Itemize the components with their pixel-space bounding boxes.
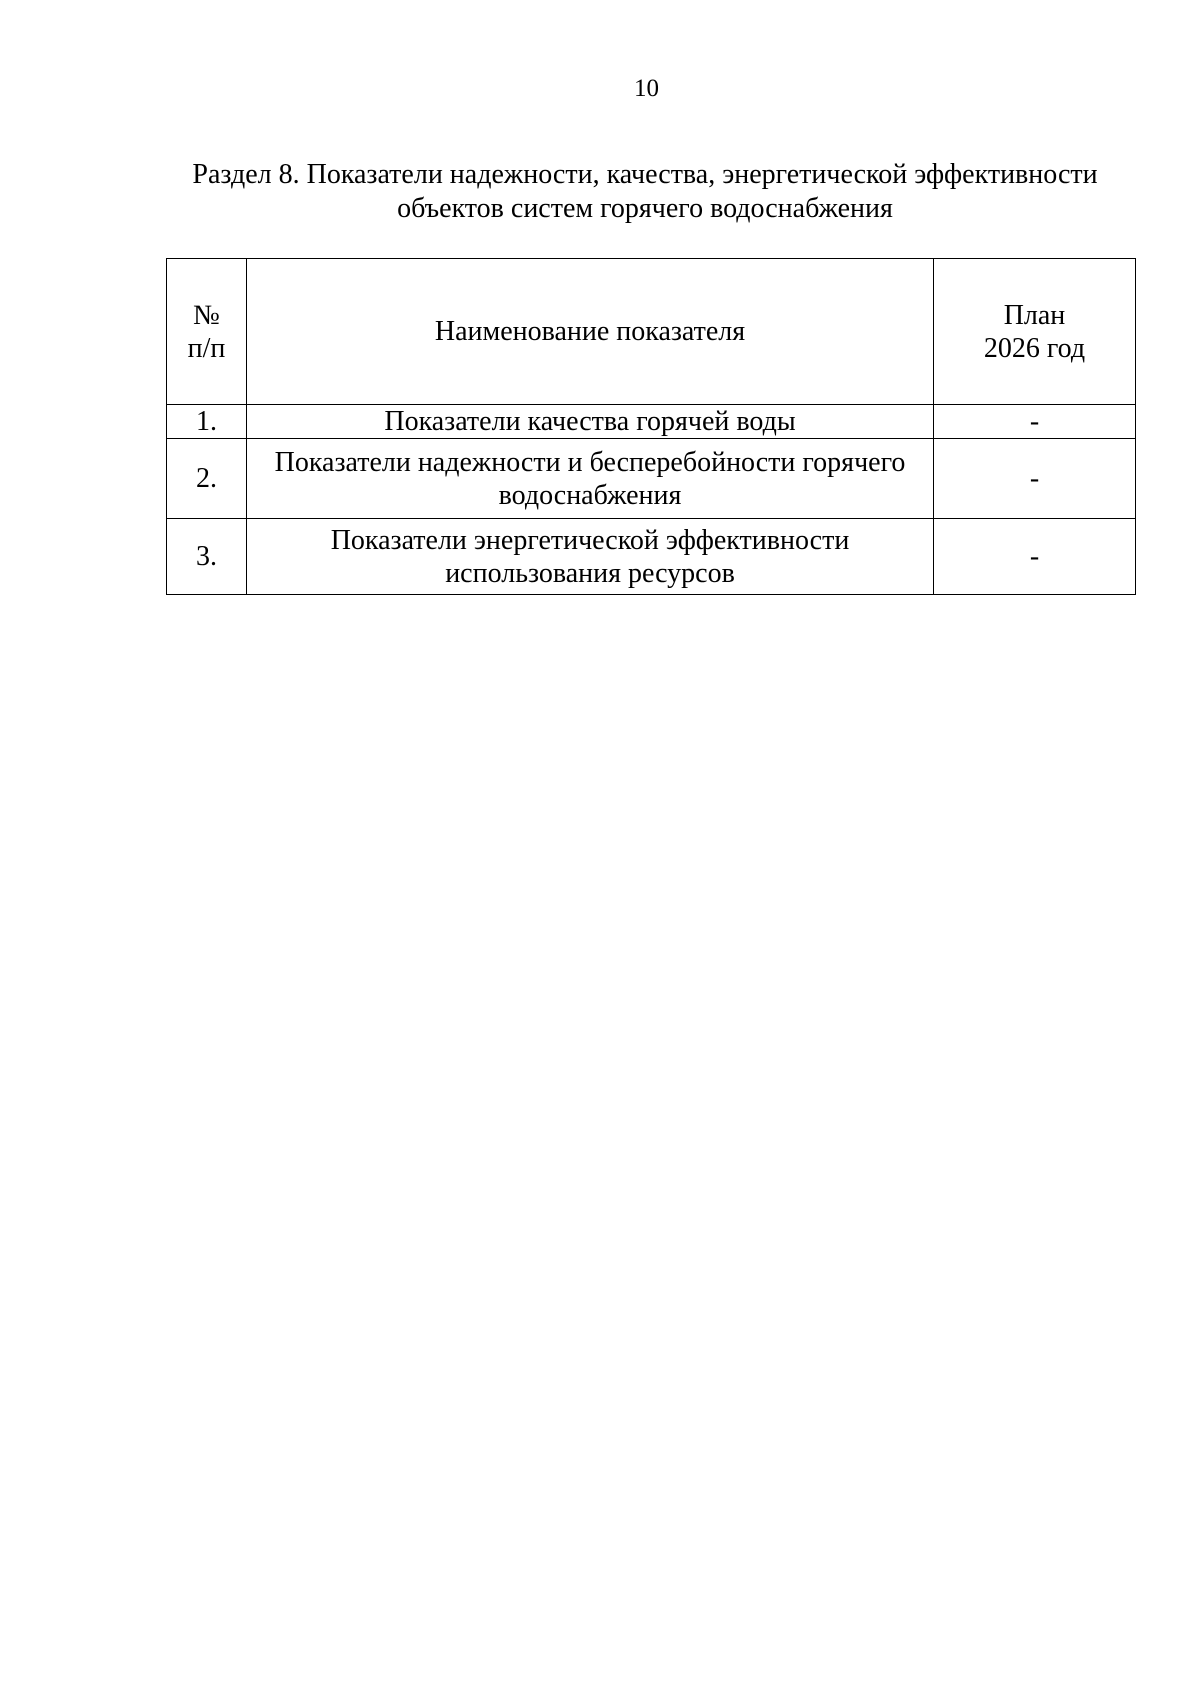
header-indicator-name: Наименование показателя (247, 259, 934, 405)
row-plan-value: - (934, 405, 1136, 439)
table-header-row (167, 259, 1136, 405)
row-indicator-name (247, 439, 934, 519)
header-plan-line-1: План (1003, 299, 1066, 331)
section-title (150, 158, 1140, 226)
row-number: 3. (167, 519, 247, 595)
row-indicator-name (247, 405, 934, 439)
row-indicator-name-line-1: Показатели качества горячей воды (384, 406, 796, 437)
page-number: 10 (634, 75, 659, 102)
row-number: 2. (167, 439, 247, 519)
table-row (167, 519, 1136, 595)
table-row (167, 405, 1136, 439)
indicators-table (166, 258, 1136, 595)
row-plan-value: - (934, 439, 1136, 519)
row-number: 1. (167, 405, 247, 439)
row-indicator-name (247, 519, 934, 595)
row-plan-value: - (934, 519, 1136, 595)
header-plan (934, 259, 1136, 405)
row-indicator-name-line-1: Показатели надежности и бесперебойности горячего (274, 446, 906, 478)
header-number (167, 259, 247, 405)
section-title-line-1: Раздел 8. Показатели надежности, качества, энергетической эффективности (192, 159, 1098, 190)
row-indicator-name-line-1: Показатели энергетической эффективности (330, 524, 850, 556)
header-plan-line-2: 2026 год (983, 332, 1086, 364)
header-number-line-2: п/п (187, 332, 226, 364)
section-title-line-2: объектов систем горячего водоснабжения (397, 193, 893, 224)
table-row (167, 439, 1136, 519)
header-number-line-1: № (193, 299, 220, 331)
row-indicator-name-line-2: использования ресурсов (445, 557, 735, 589)
row-indicator-name-line-2: водоснабжения (498, 479, 682, 511)
